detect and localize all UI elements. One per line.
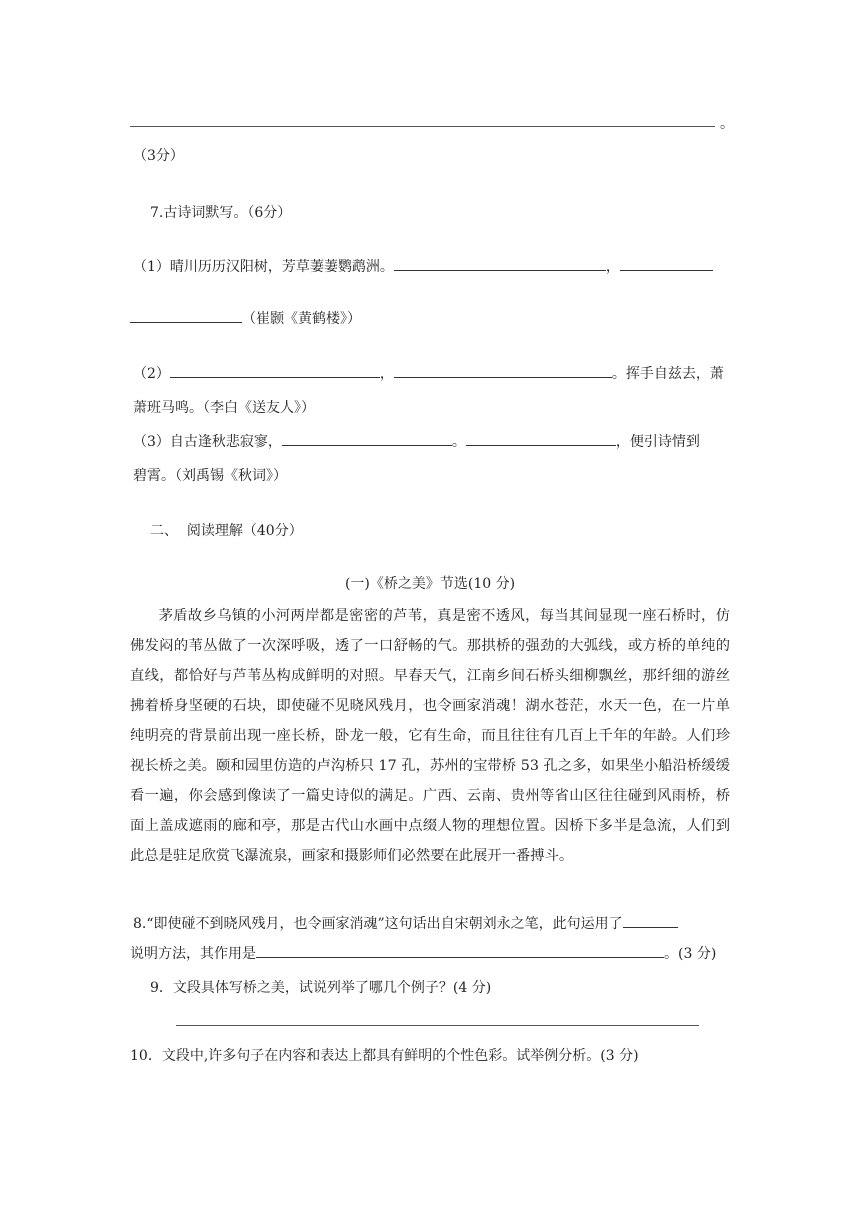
question-9-answer-line[interactable] bbox=[176, 1025, 699, 1026]
question-7-item-2 bbox=[133, 363, 724, 383]
item-1-source: （崔颢《黄鹤楼》） bbox=[242, 311, 361, 327]
separator: ， bbox=[379, 366, 394, 382]
question-7-item-2-line2: 萧班马鸣。（李白《送友人》） bbox=[133, 400, 315, 416]
answer-blank[interactable] bbox=[394, 256, 606, 271]
item-1-prompt: （1）晴川历历汉阳树，芳草萋萋鹦鹉洲。 bbox=[133, 259, 394, 275]
score-label: （3分） bbox=[133, 148, 184, 164]
separator: 。 bbox=[451, 434, 466, 450]
item-2-prompt: （2） bbox=[133, 366, 170, 382]
answer-blank[interactable] bbox=[282, 431, 452, 446]
question-7-item-1-line2 bbox=[130, 308, 361, 328]
separator: ， bbox=[605, 259, 620, 275]
question-8-prompt: 说明方法，其作用是 bbox=[130, 946, 256, 962]
question-7-item-3-line2: 碧霄。（刘禹锡《秋词》） bbox=[133, 468, 287, 484]
answer-line-top bbox=[130, 126, 715, 127]
item-3-prompt: （3）自古逢秋悲寂寥， bbox=[133, 434, 282, 450]
passage-body: 茅盾故乡乌镇的小河两岸都是密密的芦苇，真是密不透风，每当其间显现一座石桥时，仿佛发闷的苇丛做了一次深呼吸，透了一口舒畅的气。那拱桥的强劲的大弧线，或方桥的单纯的直线，都恰好与芦苇丛构成鲜明的对照。早春天气，江南乡间石桥头细柳飘丝，那纤细的游丝拂着桥身坚硬的石块，即使碰不见晓风残月，也令画家消魂！湖水苍茫，水天一色，在一片单纯明亮的背景前出现一座长桥，卧龙一般，它有生命，而且往往有几百上千年的年龄。人们珍视长桥之美。颐和园里仿造的卢沟桥只 17 孔，苏州的宝带桥 53 孔之多，如果坐小船沿桥缓缓看一遍，你会感到像读了一篇史诗似的满足。广西、云南、贵州等省山区往往碰到风雨桥，桥面上盖成遮雨的廊和亭，那是古代山水画中点缀人物的理想位置。因桥下多半是急流，人们到此总是驻足欣赏飞瀑流泉，画家和摄影师们必然要在此展开一番搏斗。 bbox=[130, 608, 730, 864]
answer-blank[interactable] bbox=[466, 431, 616, 446]
question-9-text: 9．文段具体写桥之美，试说列举了哪几个例子？(4 分) bbox=[150, 980, 492, 996]
end-mark: 。 bbox=[720, 116, 734, 132]
question-8-text: 8.“即使碰不到晓风残月，也令画家消魂”这句话出自宋朝刘永之笔，此句运用了 bbox=[133, 916, 623, 932]
answer-blank[interactable] bbox=[620, 256, 713, 271]
item-3-continuation: ，便引诗情到 bbox=[615, 434, 700, 450]
answer-blank[interactable] bbox=[256, 943, 664, 958]
answer-blank[interactable] bbox=[170, 363, 380, 378]
answer-blank[interactable] bbox=[623, 913, 678, 928]
question-7-title: 7.古诗词默写。（6分） bbox=[150, 205, 292, 221]
question-8-line-2 bbox=[130, 943, 716, 963]
question-8-line-1 bbox=[133, 913, 678, 933]
question-8-score: 。(3 分) bbox=[664, 946, 717, 962]
question-7-item-3 bbox=[133, 431, 700, 451]
question-7-item-1 bbox=[133, 256, 713, 276]
answer-blank[interactable] bbox=[130, 308, 242, 323]
section-heading: 二、 阅读理解（40分） bbox=[150, 523, 303, 539]
item-2-continuation: 。挥手自兹去，萧 bbox=[611, 366, 724, 382]
passage-title: (一)《桥之美》节选(10 分) bbox=[344, 576, 516, 592]
question-10-text: 10．文段中,许多句子在内容和表达上都具有鲜明的个性色彩。试举例分析。(3 分) bbox=[130, 1048, 639, 1064]
answer-blank[interactable] bbox=[394, 363, 612, 378]
